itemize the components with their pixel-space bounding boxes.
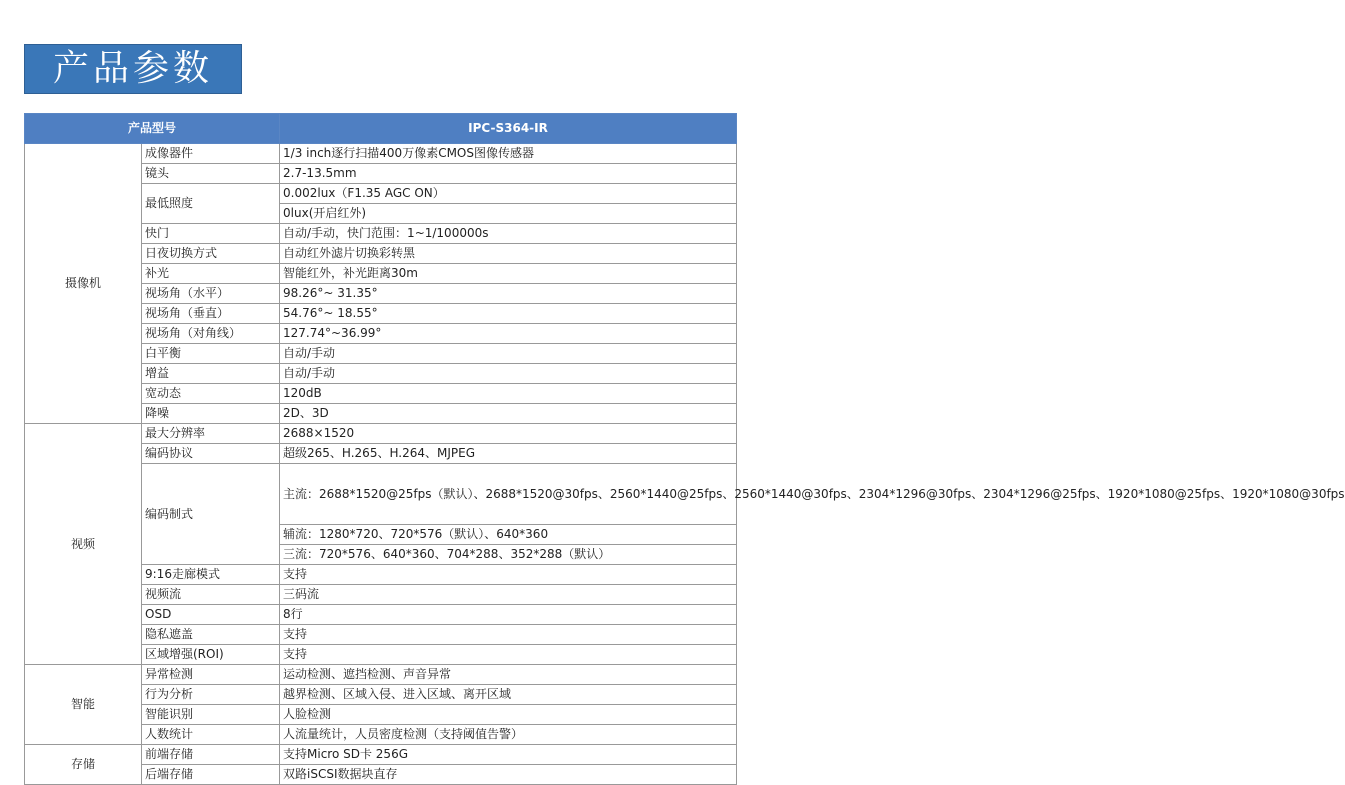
param-value: 自动/手动 [280,364,737,384]
param-value: 越界检测、区域入侵、进入区域、离开区域 [280,685,737,705]
param-value: 超级265、H.265、H.264、MJPEG [280,444,737,464]
param-value: 支持Micro SD卡 256G [280,745,737,765]
param-name: 视场角（垂直） [142,304,280,324]
param-name: 宽动态 [142,384,280,404]
section-category: 视频 [25,424,142,665]
param-name: 白平衡 [142,344,280,364]
table-row [25,745,737,765]
param-value: 54.76°~ 18.55° [280,304,737,324]
param-name: 成像器件 [142,144,280,164]
param-value: 运动检测、遮挡检测、声音异常 [280,665,737,685]
param-name: 智能识别 [142,705,280,725]
param-name: 降噪 [142,404,280,424]
param-value: 8行 [280,605,737,625]
param-name: 增益 [142,364,280,384]
page-title-box [24,44,242,94]
param-value: 2D、3D [280,404,737,424]
param-value: 人脸检测 [280,705,737,725]
param-name: 视频流 [142,585,280,605]
param-value: 支持 [280,645,737,665]
header-model: IPC-S364-IR [280,114,737,144]
param-value: 三码流 [280,585,737,605]
table-row [25,424,737,444]
param-name: 异常检测 [142,665,280,685]
param-name: 区域增强(ROI) [142,645,280,665]
param-value: 98.26°~ 31.35° [280,284,737,304]
param-value: 三流：720*576、640*360、704*288、352*288（默认） [280,545,737,565]
param-value: 2688×1520 [280,424,737,444]
param-name: 后端存储 [142,765,280,785]
param-name: 编码制式 [142,464,280,565]
page-title: 产品参数 [52,48,213,89]
param-name: 隐私遮盖 [142,625,280,645]
param-value: 1/3 inch逐行扫描400万像素CMOS图像传感器 [280,144,737,164]
param-name: 镜头 [142,164,280,184]
param-name: 视场角（水平） [142,284,280,304]
param-value: 自动/手动，快门范围：1~1/100000s [280,224,737,244]
param-value: 支持 [280,625,737,645]
param-name: 补光 [142,264,280,284]
param-value: 自动/手动 [280,344,737,364]
header-label: 产品型号 [25,114,280,144]
table-row [25,665,737,685]
param-name: 行为分析 [142,685,280,705]
param-value: 0lux(开启红外) [280,204,737,224]
param-value: 自动红外滤片切换彩转黑 [280,244,737,264]
param-value: 主流：2688*1520@25fps（默认）、2688*1520@30fps、2560*1440@25fps、2560*1440@30fps、2304*1296@30fps、2304*1296@25fps、1920*1080@25fps、1920*1080@30fps [280,464,737,525]
param-value: 120dB [280,384,737,404]
section-category: 存储 [25,745,142,785]
param-value: 辅流：1280*720、720*576（默认）、640*360 [280,525,737,545]
param-value: 人流量统计，人员密度检测（支持阈值告警） [280,725,737,745]
table-row [25,144,737,164]
param-name: 最大分辨率 [142,424,280,444]
spec-table [24,113,1345,785]
param-name: 快门 [142,224,280,244]
param-value: 0.002lux（F1.35 AGC ON） [280,184,737,204]
param-value: 127.74°~36.99° [280,324,737,344]
param-value: 智能红外，补光距离30m [280,264,737,284]
param-value: 2.7-13.5mm [280,164,737,184]
param-value: 双路iSCSI数据块直存 [280,765,737,785]
table-header-row [25,114,737,144]
section-category: 摄像机 [25,144,142,424]
param-name: 前端存储 [142,745,280,765]
param-name: 人数统计 [142,725,280,745]
param-value: 支持 [280,565,737,585]
param-name: 最低照度 [142,184,280,224]
param-name: OSD [142,605,280,625]
param-name: 9:16走廊模式 [142,565,280,585]
param-name: 日夜切换方式 [142,244,280,264]
param-name: 视场角（对角线） [142,324,280,344]
section-category: 智能 [25,665,142,745]
param-name: 编码协议 [142,444,280,464]
